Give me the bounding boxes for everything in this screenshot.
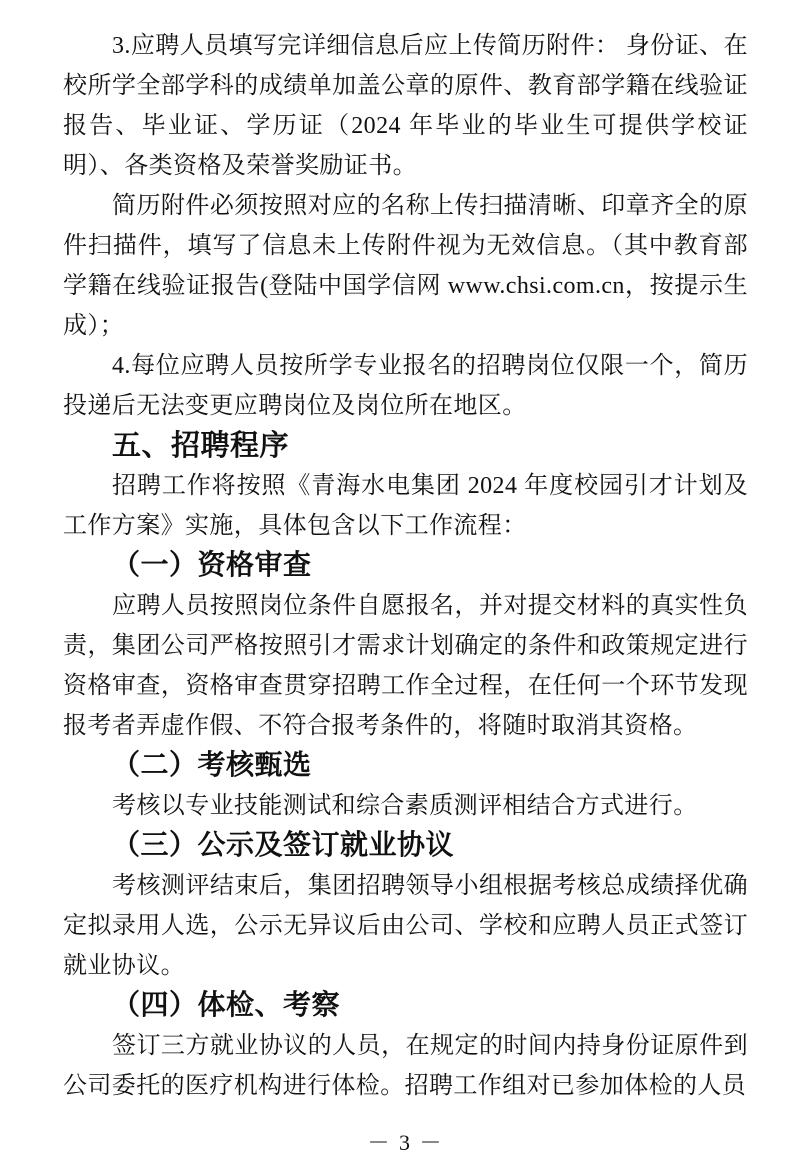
paragraph-qualification-review: 应聘人员按照岗位条件自愿报名，并对提交材料的真实性负责，集团公司严格按照引才需求计划确定的条件和政策规定进行资格审查，资格审查贯穿招聘工作全过程，在任何一个环节发现报考者弄虚作假、不符合报考条件的，将随时取消其资格。 (63, 593, 748, 739)
paragraph-upload-attachments: 3.应聘人员填写完详细信息后应上传简历附件： 身份证、在校所学全部学科的成绩单加盖公章的原件、教育部学籍在线验证报告、毕业证、学历证（2024 年毕业的毕业生可提供学校证明）、各类资格及荣誉奖励证书。 (63, 33, 748, 179)
subsection-heading-publicity-agreement: （三）公示及签订就业协议 (112, 830, 455, 861)
paragraph-single-position-rule: 4.每位应聘人员按所学专业报名的招聘岗位仅限一个，简历投递后无法变更应聘岗位及岗位所在地区。 (63, 353, 748, 419)
subsection-heading-physical-exam: （四）体检、考察 (112, 990, 341, 1021)
paragraph-physical-exam: 签订三方就业协议的人员，在规定的时间内持身份证原件到公司委托的医疗机构进行体检。招聘工作组对已参加体检的人员 (63, 1033, 748, 1099)
section-heading-recruitment-procedure: 五、招聘程序 (112, 430, 290, 462)
paragraph-assessment-selection: 考核以专业技能测试和综合素质测评相结合方式进行。 (112, 793, 698, 819)
subsection-heading-qualification-review: （一）资格审查 (112, 550, 312, 581)
paragraph-publicity-agreement: 考核测评结束后，集团招聘领导小组根据考核总成绩择优确定拟录用人选，公示无异议后由公司、学校和应聘人员正式签订就业协议。 (63, 873, 748, 979)
paragraph-procedure-intro: 招聘工作将按照《青海水电集团 2024 年度校园引才计划及工作方案》实施，具体包含以下工作流程： (63, 473, 748, 539)
paragraph-attachment-requirements: 简历附件必须按照对应的名称上传扫描清晰、印章齐全的原件扫描件，填写了信息未上传附件视为无效信息。（其中教育部学籍在线验证报告(登陆中国学信网 www.chsi.com.cn，按提示生成）； (63, 193, 748, 339)
page-number: － 3 － (367, 1130, 444, 1155)
document-body (63, 26, 748, 1106)
subsection-heading-assessment-selection: （二）考核甄选 (112, 750, 312, 781)
